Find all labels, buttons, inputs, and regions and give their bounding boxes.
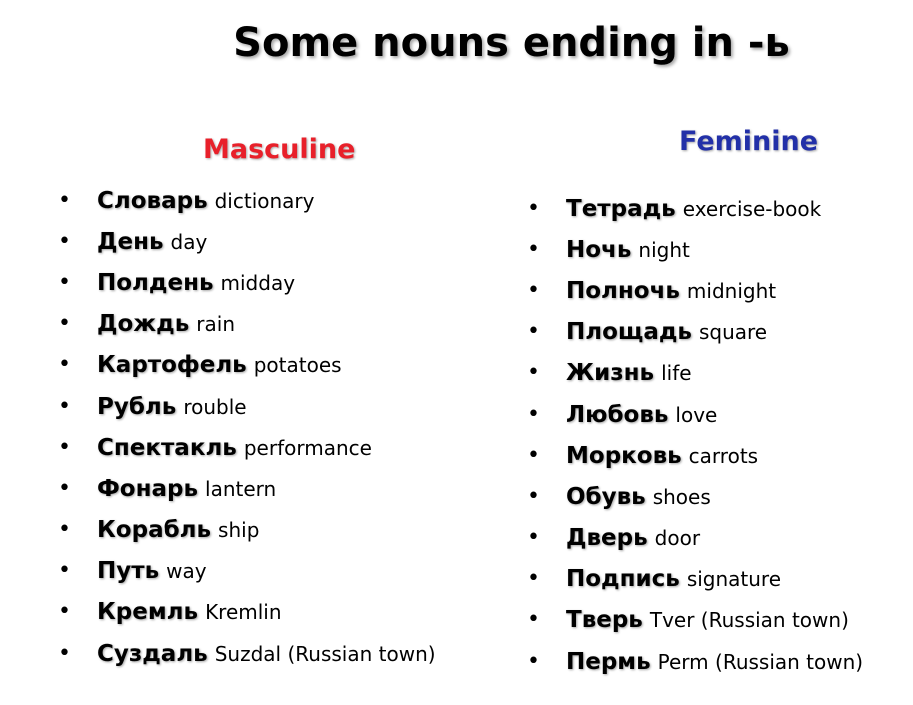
english-translation: rouble: [183, 394, 247, 419]
list-item: [58, 633, 436, 674]
bullet-icon: •: [527, 195, 540, 221]
english-translation: door: [654, 526, 701, 551]
list-item: [527, 435, 863, 476]
english-translation: ship: [218, 518, 260, 543]
bullet-icon: •: [527, 607, 540, 633]
russian-noun: Спектакль: [97, 434, 237, 461]
russian-noun: День: [97, 228, 164, 255]
russian-noun: Пермь: [566, 648, 651, 675]
feminine-noun-list: [527, 188, 863, 682]
bullet-icon: •: [58, 640, 71, 666]
list-item: [527, 518, 863, 559]
english-translation: performance: [243, 435, 372, 460]
russian-noun: Тетрадь: [566, 195, 676, 222]
bullet-icon: •: [527, 401, 540, 427]
russian-noun: Площадь: [566, 319, 692, 346]
russian-noun: Корабль: [97, 517, 212, 544]
russian-noun: Тверь: [566, 607, 643, 634]
list-item: [58, 221, 436, 262]
list-item: [58, 180, 436, 221]
list-item: [527, 188, 863, 229]
list-item: [58, 592, 436, 633]
russian-noun: Словарь: [97, 187, 208, 214]
list-item: [527, 229, 863, 270]
bullet-icon: •: [527, 525, 540, 551]
english-translation: signature: [686, 567, 782, 592]
list-item: [527, 600, 863, 641]
bullet-icon: •: [58, 434, 71, 460]
bullet-icon: •: [527, 319, 540, 345]
russian-noun: Морковь: [566, 442, 682, 469]
bullet-icon: •: [58, 599, 71, 625]
english-translation: Suzdal (Russian town): [214, 641, 436, 666]
bullet-icon: •: [527, 442, 540, 468]
list-item: [58, 427, 436, 468]
list-item: [527, 476, 863, 517]
english-translation: life: [661, 361, 692, 386]
bullet-icon: •: [527, 236, 540, 262]
english-translation: square: [698, 320, 768, 345]
russian-noun: Любовь: [566, 401, 669, 428]
list-item: [58, 345, 436, 386]
english-translation: shoes: [652, 484, 711, 509]
russian-noun: Путь: [97, 558, 160, 585]
english-translation: Perm (Russian town): [657, 649, 864, 674]
english-translation: love: [675, 402, 718, 427]
list-item: [527, 270, 863, 311]
russian-noun: Дождь: [97, 311, 190, 338]
bullet-icon: •: [527, 360, 540, 386]
bullet-icon: •: [527, 648, 540, 674]
bullet-icon: •: [58, 187, 71, 213]
english-translation: night: [638, 237, 690, 262]
list-item: [527, 641, 863, 682]
bullet-icon: •: [58, 393, 71, 419]
list-item: [58, 468, 436, 509]
english-translation: midnight: [686, 278, 777, 303]
russian-noun: Полночь: [566, 277, 680, 304]
russian-noun: Подпись: [566, 566, 680, 593]
english-translation: carrots: [688, 443, 759, 468]
bullet-icon: •: [527, 566, 540, 592]
bullet-icon: •: [58, 352, 71, 378]
english-translation: potatoes: [253, 353, 342, 378]
russian-noun: Картофель: [97, 352, 247, 379]
english-translation: Tver (Russian town): [649, 608, 849, 633]
russian-noun: Обувь: [566, 483, 646, 510]
english-translation: exercise-book: [682, 196, 822, 221]
english-translation: day: [170, 229, 208, 254]
english-translation: Kremlin: [205, 600, 282, 625]
bullet-icon: •: [527, 277, 540, 303]
english-translation: rain: [196, 312, 236, 337]
list-item: [58, 386, 436, 427]
list-item: [58, 262, 436, 303]
bullet-icon: •: [58, 311, 71, 337]
bullet-icon: •: [58, 517, 71, 543]
english-translation: lantern: [205, 476, 277, 501]
russian-noun: Полдень: [97, 269, 214, 296]
slide-title: Some nouns ending in -ь: [233, 20, 790, 66]
english-translation: dictionary: [214, 188, 315, 213]
list-item: [58, 510, 436, 551]
bullet-icon: •: [58, 228, 71, 254]
masculine-heading: Masculine: [203, 134, 356, 165]
feminine-heading: Feminine: [679, 126, 819, 157]
bullet-icon: •: [527, 483, 540, 509]
list-item: [527, 353, 863, 394]
list-item: [58, 304, 436, 345]
list-item: [527, 394, 863, 435]
list-item: [527, 559, 863, 600]
bullet-icon: •: [58, 269, 71, 295]
russian-noun: Ночь: [566, 236, 632, 263]
list-item: [58, 551, 436, 592]
masculine-noun-list: [58, 180, 436, 674]
bullet-icon: •: [58, 475, 71, 501]
bullet-icon: •: [58, 558, 71, 584]
russian-noun: Жизнь: [566, 360, 655, 387]
russian-noun: Кремль: [97, 599, 199, 626]
russian-noun: Суздаль: [97, 640, 208, 667]
english-translation: way: [166, 559, 207, 584]
russian-noun: Фонарь: [97, 475, 199, 502]
russian-noun: Дверь: [566, 525, 648, 552]
english-translation: midday: [220, 270, 296, 295]
list-item: [527, 312, 863, 353]
russian-noun: Рубль: [97, 393, 177, 420]
